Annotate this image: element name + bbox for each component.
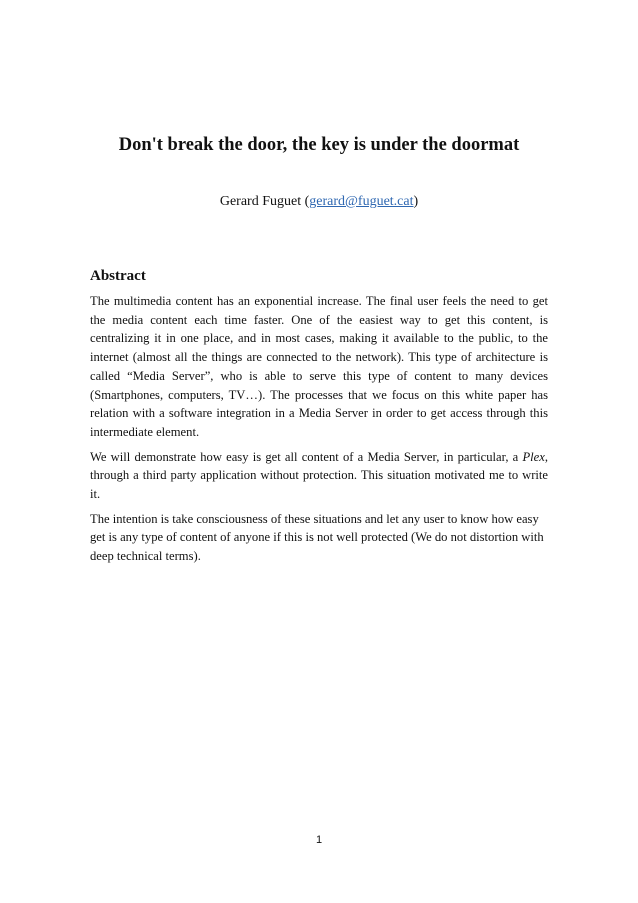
email-open-paren: (	[301, 194, 310, 209]
abstract-paragraph-1: The multimedia content has an exponential increase. The final user feels the need to get the media content each time faster. One of the easiest way to get this content, is centralizing it in one place, and in most cases, making it available to the public, to the internet (almost all the things are connected to the network). This type of architecture is called “Media Server”, who is able to serve this type of content to many devices (Smartphones, computers, TV…). The processes that we focus on this white paper has relation with a software integration in a Media Server in order to get access through this intermediate element.	[90, 294, 548, 439]
email-close-paren: )	[413, 194, 419, 209]
abstract-paragraph-3: The intention is take consciousness of these situations and let any user to know how easy get is any type of content of anyone if this is not well protected (We do not distortion with deep technical terms).	[90, 511, 544, 564]
plex-emphasis: Plex	[522, 449, 545, 464]
author-line	[0, 193, 638, 211]
abstract-heading: Abstract	[90, 268, 146, 284]
author-email-link[interactable]: gerard@fuguet.cat	[309, 194, 414, 209]
author-name: Gerard Fuguet	[219, 194, 302, 209]
page-number: 1	[315, 834, 323, 846]
abstract-section	[90, 266, 548, 572]
paper-title: Don't break the door, the key is under the doormat	[118, 135, 520, 155]
abstract-paragraph-2-end: , through a third party application without protection. This situation motivated me to write it.	[90, 449, 548, 502]
abstract-paragraph-2-start: We will demonstrate how easy is get all content of a Media Server, in particular, a	[90, 449, 523, 464]
abstract-paragraph-2	[90, 448, 548, 504]
